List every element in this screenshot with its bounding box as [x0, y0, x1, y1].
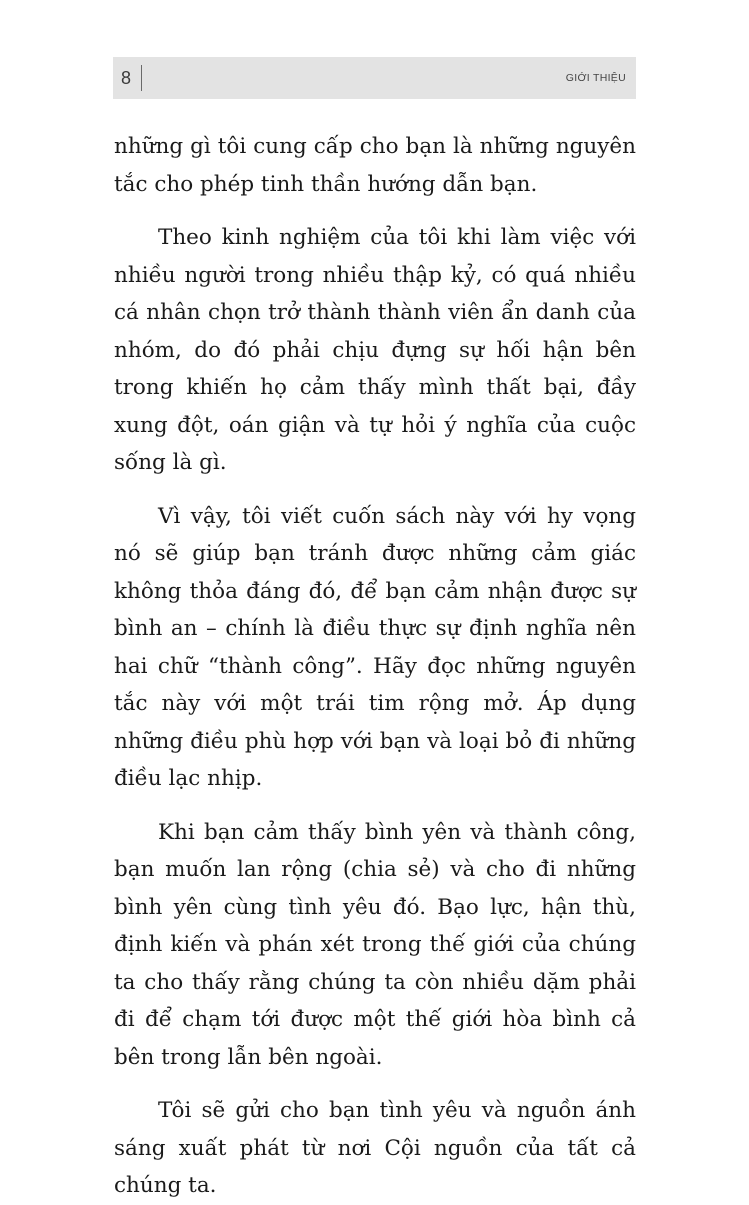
- paragraph: Tôi sẽ gửi cho bạn tình yêu và nguồn ánh sáng xuất phát từ nơi Cội nguồn của tất cả chúng ta.: [114, 1098, 636, 1198]
- paragraph-continued: những gì tôi cung cấp cho bạn là những nguyên tắc cho phép tinh thần hướng dẫn bạn.: [114, 134, 636, 197]
- page-body: [114, 128, 636, 1205]
- section-title: GIỚI THIỆU: [565, 72, 626, 84]
- page-number: 8: [121, 68, 132, 88]
- running-header: [113, 57, 636, 99]
- paragraph: Khi bạn cảm thấy bình yên và thành công, bạn muốn lan rộng (chia sẻ) và cho đi những bình yên cùng tình yêu đó. Bạo lực, hận thù, định kiến và phán xét trong thế giới của chúng ta cho thấy rằng chúng ta còn nhiều dặm phải đi để chạm tới được một thế giới hòa bình cả bên trong lẫn bên ngoài.: [114, 819, 636, 1070]
- paragraph: Theo kinh nghiệm của tôi khi làm việc với nhiều người trong nhiều thập kỷ, có quá nhiều cá nhân chọn trở thành thành viên ẩn danh của nhóm, do đó phải chịu đựng sự hối hận bên trong khiến họ cảm thấy mình thất bại, đầy xung đột, oán giận và tự hỏi ý nghĩa của cuộc sống là gì.: [114, 225, 636, 475]
- header-divider: [141, 65, 142, 91]
- paragraph: Vì vậy, tôi viết cuốn sách này với hy vọng nó sẽ giúp bạn tránh được những cảm giác không thỏa đáng đó, để bạn cảm nhận được sự bình an – chính là điều thực sự định nghĩa nên hai chữ “thành công”. Hãy đọc những nguyên tắc này với một trái tim rộng mở. Áp dụng những điều phù hợp với bạn và loại bỏ đi những điều lạc nhịp.: [114, 503, 636, 791]
